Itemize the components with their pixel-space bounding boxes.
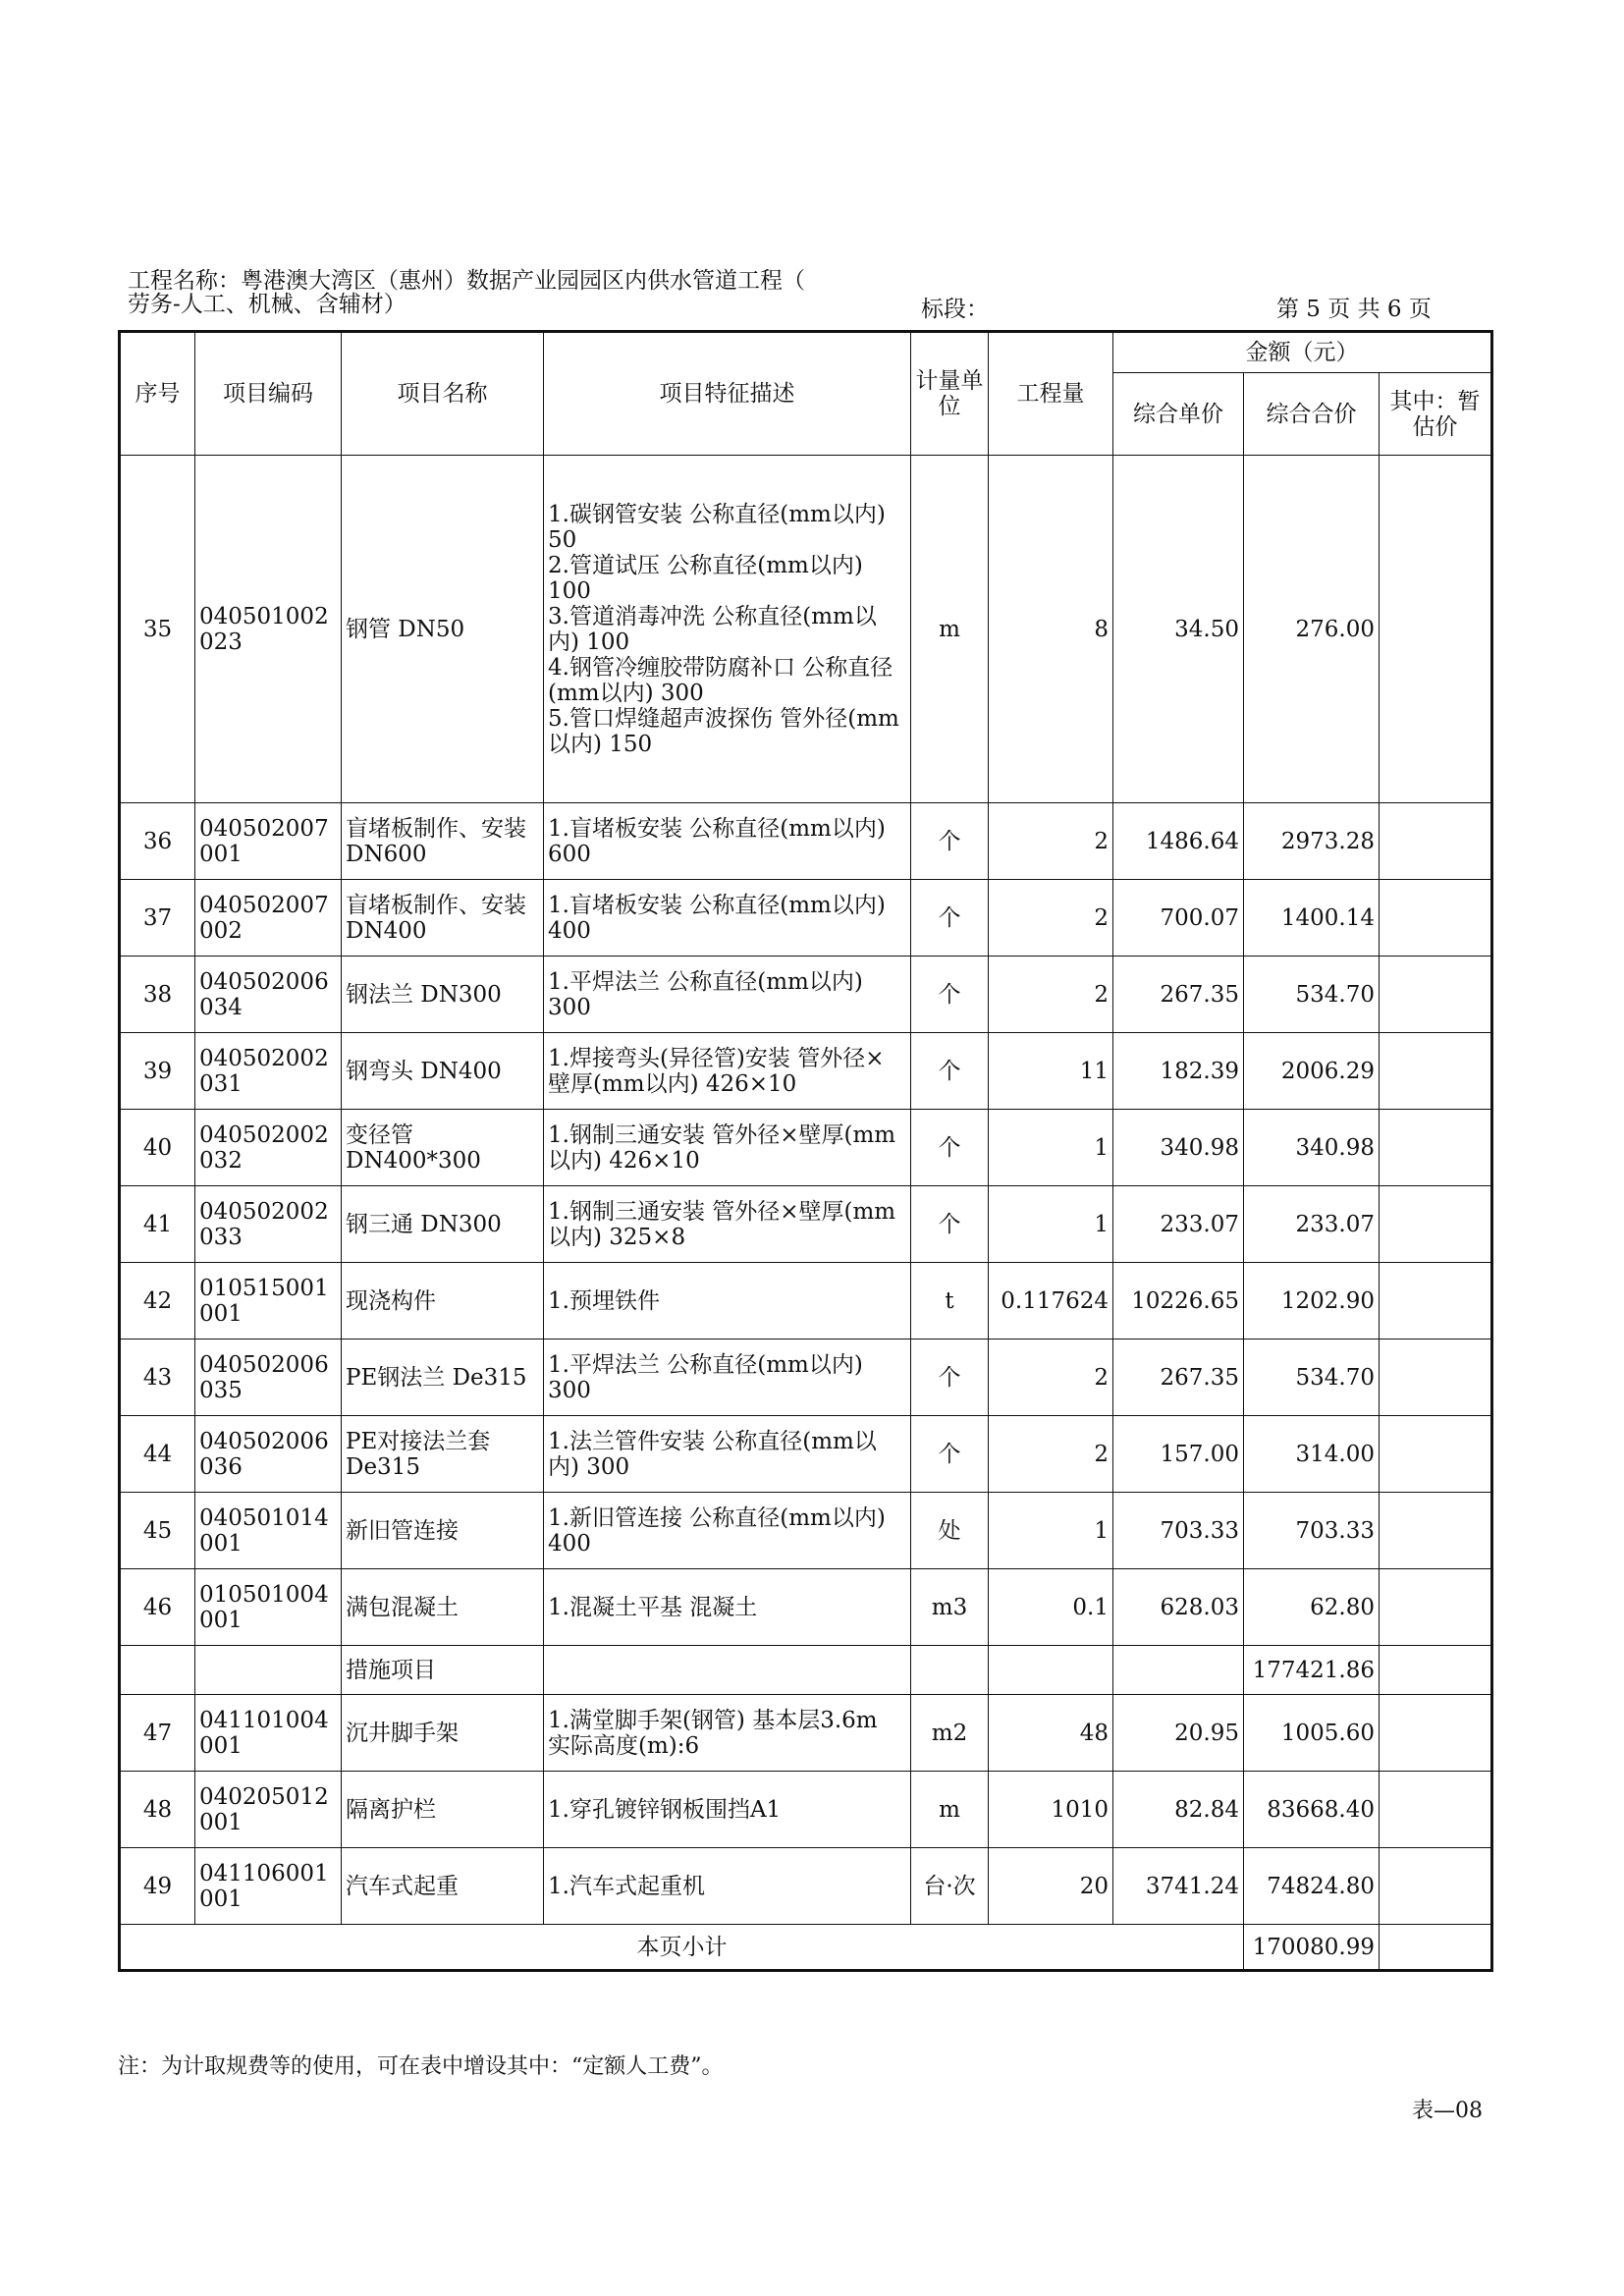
row-provisional bbox=[1380, 1569, 1492, 1646]
row-unit: 处 bbox=[911, 1493, 989, 1569]
subtotal-label: 本页小计 bbox=[120, 1925, 1244, 1971]
footnote: 注：为计取规费等的使用，可在表中增设其中：“定额人工费”。 bbox=[118, 2054, 724, 2079]
row-seq: 35 bbox=[120, 456, 195, 803]
row-seq: 43 bbox=[120, 1339, 195, 1416]
row-unit: m bbox=[911, 456, 989, 803]
table-row bbox=[120, 1339, 1492, 1416]
row-desc: 1.新旧管连接 公称直径(mm以内) 400 bbox=[544, 1493, 911, 1569]
row-name: 满包混凝土 bbox=[342, 1569, 544, 1646]
table-row bbox=[120, 1263, 1492, 1339]
row-desc: 1.满堂脚手架(钢管) 基本层3.6m 实际高度(m):6 bbox=[544, 1695, 911, 1772]
row-seq: 48 bbox=[120, 1772, 195, 1848]
row-unit: 个 bbox=[911, 1033, 989, 1110]
row-code bbox=[195, 1646, 342, 1695]
table-row bbox=[120, 1033, 1492, 1110]
row-total: 83668.40 bbox=[1244, 1772, 1380, 1848]
row-name: 盲堵板制作、安装DN600 bbox=[342, 803, 544, 880]
row-provisional bbox=[1380, 1263, 1492, 1339]
col-header-name: 项目名称 bbox=[342, 332, 544, 456]
row-provisional bbox=[1380, 1772, 1492, 1848]
row-qty: 1 bbox=[989, 1493, 1113, 1569]
row-total: 2006.29 bbox=[1244, 1033, 1380, 1110]
table-row bbox=[120, 456, 1492, 803]
row-provisional bbox=[1380, 1186, 1492, 1263]
row-seq: 38 bbox=[120, 957, 195, 1033]
subtotal-provisional bbox=[1380, 1925, 1492, 1971]
col-header-desc: 项目特征描述 bbox=[544, 332, 911, 456]
row-code: 040501002023 bbox=[195, 456, 342, 803]
row-total: 340.98 bbox=[1244, 1110, 1380, 1186]
table-row bbox=[120, 1646, 1492, 1695]
row-provisional bbox=[1380, 1033, 1492, 1110]
table-row bbox=[120, 1772, 1492, 1848]
row-unit: m2 bbox=[911, 1695, 989, 1772]
row-unit-price: 20.95 bbox=[1113, 1695, 1244, 1772]
row-unit-price: 233.07 bbox=[1113, 1186, 1244, 1263]
row-qty: 2 bbox=[989, 1416, 1113, 1493]
row-provisional bbox=[1380, 1339, 1492, 1416]
table-row bbox=[120, 803, 1492, 880]
row-unit-price: 182.39 bbox=[1113, 1033, 1244, 1110]
row-total: 74824.80 bbox=[1244, 1848, 1380, 1925]
row-code: 040502006036 bbox=[195, 1416, 342, 1493]
row-code: 041101004001 bbox=[195, 1695, 342, 1772]
row-provisional bbox=[1380, 1416, 1492, 1493]
row-provisional bbox=[1380, 1110, 1492, 1186]
row-seq: 36 bbox=[120, 803, 195, 880]
project-name-line1: 工程名称：粤港澳大湾区（惠州）数据产业园园区内供水管道工程（ bbox=[128, 268, 805, 294]
row-seq: 45 bbox=[120, 1493, 195, 1569]
row-qty bbox=[989, 1646, 1113, 1695]
table-row bbox=[120, 1186, 1492, 1263]
form-number: 表—08 bbox=[1412, 2099, 1483, 2123]
row-code: 040501014001 bbox=[195, 1493, 342, 1569]
row-name: 沉井脚手架 bbox=[342, 1695, 544, 1772]
project-name bbox=[128, 269, 805, 316]
subtotal-row bbox=[120, 1925, 1492, 1971]
row-name: 现浇构件 bbox=[342, 1263, 544, 1339]
row-unit: m3 bbox=[911, 1569, 989, 1646]
row-unit: 个 bbox=[911, 1416, 989, 1493]
row-unit: 个 bbox=[911, 1186, 989, 1263]
row-seq: 42 bbox=[120, 1263, 195, 1339]
row-total: 1400.14 bbox=[1244, 880, 1380, 957]
row-total: 233.07 bbox=[1244, 1186, 1380, 1263]
row-total: 1005.60 bbox=[1244, 1695, 1380, 1772]
row-name: 钢弯头 DN400 bbox=[342, 1033, 544, 1110]
row-code: 040502007001 bbox=[195, 803, 342, 880]
row-code: 040502002033 bbox=[195, 1186, 342, 1263]
row-qty: 48 bbox=[989, 1695, 1113, 1772]
table-row bbox=[120, 880, 1492, 957]
col-header-total-price: 综合合价 bbox=[1244, 373, 1380, 456]
row-unit-price: 157.00 bbox=[1113, 1416, 1244, 1493]
row-qty: 1010 bbox=[989, 1772, 1113, 1848]
row-unit: m bbox=[911, 1772, 989, 1848]
row-seq: 39 bbox=[120, 1033, 195, 1110]
row-code: 040502007002 bbox=[195, 880, 342, 957]
row-qty: 8 bbox=[989, 456, 1113, 803]
row-total: 62.80 bbox=[1244, 1569, 1380, 1646]
row-code: 040205012001 bbox=[195, 1772, 342, 1848]
row-seq: 44 bbox=[120, 1416, 195, 1493]
row-unit: 个 bbox=[911, 880, 989, 957]
row-desc: 1.盲堵板安装 公称直径(mm以内) 400 bbox=[544, 880, 911, 957]
row-total: 314.00 bbox=[1244, 1416, 1380, 1493]
row-name: 措施项目 bbox=[342, 1646, 544, 1695]
row-desc: 1.平焊法兰 公称直径(mm以内) 300 bbox=[544, 957, 911, 1033]
col-header-unit-price: 综合单价 bbox=[1113, 373, 1244, 456]
row-unit: 个 bbox=[911, 1110, 989, 1186]
row-desc: 1.平焊法兰 公称直径(mm以内) 300 bbox=[544, 1339, 911, 1416]
row-code: 040502006035 bbox=[195, 1339, 342, 1416]
col-header-unit: 计量单位 bbox=[911, 332, 989, 456]
row-unit-price: 267.35 bbox=[1113, 1339, 1244, 1416]
col-header-qty: 工程量 bbox=[989, 332, 1113, 456]
row-unit-price: 10226.65 bbox=[1113, 1263, 1244, 1339]
row-desc: 1.穿孔镀锌钢板围挡A1 bbox=[544, 1772, 911, 1848]
row-name: PE对接法兰套De315 bbox=[342, 1416, 544, 1493]
row-name: PE钢法兰 De315 bbox=[342, 1339, 544, 1416]
row-qty: 2 bbox=[989, 957, 1113, 1033]
row-desc: 1.预埋铁件 bbox=[544, 1263, 911, 1339]
row-desc: 1.汽车式起重机 bbox=[544, 1848, 911, 1925]
row-total: 534.70 bbox=[1244, 1339, 1380, 1416]
row-seq: 41 bbox=[120, 1186, 195, 1263]
bill-of-quantities-table bbox=[118, 330, 1493, 1972]
row-provisional bbox=[1380, 957, 1492, 1033]
row-qty: 0.1 bbox=[989, 1569, 1113, 1646]
row-desc: 1.碳钢管安装 公称直径(mm以内) 50 2.管道试压 公称直径(mm以内) 100 3.管道消毒冲洗 公称直径(mm以内) 100 4.钢管冷缠胶带防腐补口 公称直径(mm以内) 300 5.管口焊缝超声波探伤 管外径(mm以内) 150 bbox=[544, 456, 911, 803]
table-row bbox=[120, 1110, 1492, 1186]
row-unit: 个 bbox=[911, 957, 989, 1033]
row-unit-price: 628.03 bbox=[1113, 1569, 1244, 1646]
section-label: 标段： bbox=[921, 297, 989, 322]
row-name: 盲堵板制作、安装DN400 bbox=[342, 880, 544, 957]
row-desc: 1.法兰管件安装 公称直径(mm以内) 300 bbox=[544, 1416, 911, 1493]
row-unit-price: 34.50 bbox=[1113, 456, 1244, 803]
row-provisional bbox=[1380, 803, 1492, 880]
table-row bbox=[120, 1695, 1492, 1772]
row-qty: 0.117624 bbox=[989, 1263, 1113, 1339]
row-total: 2973.28 bbox=[1244, 803, 1380, 880]
row-qty: 20 bbox=[989, 1848, 1113, 1925]
subtotal-total: 170080.99 bbox=[1244, 1925, 1380, 1971]
row-name: 新旧管连接 bbox=[342, 1493, 544, 1569]
row-code: 040502006034 bbox=[195, 957, 342, 1033]
row-unit: 个 bbox=[911, 1339, 989, 1416]
row-desc: 1.钢制三通安装 管外径×壁厚(mm以内) 325×8 bbox=[544, 1186, 911, 1263]
row-seq bbox=[120, 1646, 195, 1695]
col-header-provisional: 其中：暂估价 bbox=[1380, 373, 1492, 456]
row-qty: 1 bbox=[989, 1186, 1113, 1263]
row-desc: 1.焊接弯头(异径管)安装 管外径×壁厚(mm以内) 426×10 bbox=[544, 1033, 911, 1110]
row-unit-price: 700.07 bbox=[1113, 880, 1244, 957]
row-seq: 47 bbox=[120, 1695, 195, 1772]
row-provisional bbox=[1380, 1493, 1492, 1569]
row-qty: 11 bbox=[989, 1033, 1113, 1110]
col-header-code: 项目编码 bbox=[195, 332, 342, 456]
row-unit-price: 267.35 bbox=[1113, 957, 1244, 1033]
row-desc: 1.钢制三通安装 管外径×壁厚(mm以内) 426×10 bbox=[544, 1110, 911, 1186]
row-desc: 1.混凝土平基 混凝土 bbox=[544, 1569, 911, 1646]
row-qty: 1 bbox=[989, 1110, 1113, 1186]
page-info: 第 5 页 共 6 页 bbox=[1276, 297, 1432, 322]
row-total: 534.70 bbox=[1244, 957, 1380, 1033]
row-seq: 49 bbox=[120, 1848, 195, 1925]
row-unit-price: 703.33 bbox=[1113, 1493, 1244, 1569]
row-seq: 46 bbox=[120, 1569, 195, 1646]
row-code: 010515001001 bbox=[195, 1263, 342, 1339]
row-qty: 2 bbox=[989, 1339, 1113, 1416]
col-header-amount: 金额（元） bbox=[1113, 332, 1492, 373]
row-qty: 2 bbox=[989, 880, 1113, 957]
project-name-line2: 劳务-人工、机械、含辅材） bbox=[128, 292, 406, 317]
row-unit: t bbox=[911, 1263, 989, 1339]
table-row bbox=[120, 957, 1492, 1033]
row-provisional bbox=[1380, 456, 1492, 803]
row-name: 汽车式起重 bbox=[342, 1848, 544, 1925]
row-total: 1202.90 bbox=[1244, 1263, 1380, 1339]
row-provisional bbox=[1380, 1646, 1492, 1695]
row-code: 040502002031 bbox=[195, 1033, 342, 1110]
row-provisional bbox=[1380, 1695, 1492, 1772]
row-unit bbox=[911, 1646, 989, 1695]
table-row bbox=[120, 1416, 1492, 1493]
row-name: 变径管 DN400*300 bbox=[342, 1110, 544, 1186]
row-desc bbox=[544, 1646, 911, 1695]
row-total: 703.33 bbox=[1244, 1493, 1380, 1569]
row-unit: 个 bbox=[911, 803, 989, 880]
row-code: 040502002032 bbox=[195, 1110, 342, 1186]
row-unit-price: 82.84 bbox=[1113, 1772, 1244, 1848]
row-desc: 1.盲堵板安装 公称直径(mm以内) 600 bbox=[544, 803, 911, 880]
row-unit-price: 340.98 bbox=[1113, 1110, 1244, 1186]
row-name: 钢法兰 DN300 bbox=[342, 957, 544, 1033]
row-unit-price: 1486.64 bbox=[1113, 803, 1244, 880]
table-row bbox=[120, 1848, 1492, 1925]
table-body bbox=[120, 456, 1492, 1925]
row-provisional bbox=[1380, 880, 1492, 957]
row-qty: 2 bbox=[989, 803, 1113, 880]
col-header-seq: 序号 bbox=[120, 332, 195, 456]
row-unit-price: 3741.24 bbox=[1113, 1848, 1244, 1925]
row-code: 041106001001 bbox=[195, 1848, 342, 1925]
row-seq: 40 bbox=[120, 1110, 195, 1186]
row-name: 隔离护栏 bbox=[342, 1772, 544, 1848]
row-seq: 37 bbox=[120, 880, 195, 957]
row-total: 276.00 bbox=[1244, 456, 1380, 803]
row-unit: 台·次 bbox=[911, 1848, 989, 1925]
row-unit-price bbox=[1113, 1646, 1244, 1695]
row-provisional bbox=[1380, 1848, 1492, 1925]
row-code: 010501004001 bbox=[195, 1569, 342, 1646]
row-name: 钢三通 DN300 bbox=[342, 1186, 544, 1263]
table-row bbox=[120, 1493, 1492, 1569]
row-name: 钢管 DN50 bbox=[342, 456, 544, 803]
table-row bbox=[120, 1569, 1492, 1646]
row-total: 177421.86 bbox=[1244, 1646, 1380, 1695]
